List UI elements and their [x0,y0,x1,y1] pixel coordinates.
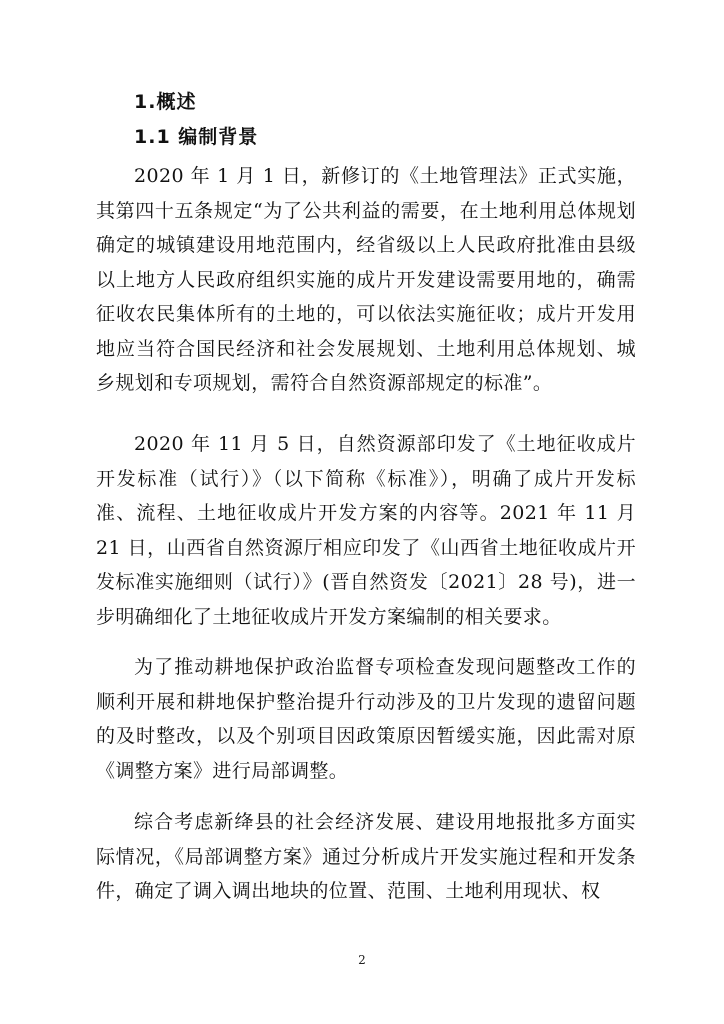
paragraph-comprehensive-consideration: 综合考虑新绛县的社会经济发展、建设用地报批多方面实际情况，《局部调整方案》通过分析成片开发实施过程和开发条件，确定了调入调出地块的位置、范围、土地利用现状、权 [96,811,636,902]
subsection-heading: 1.1 编制背景 [134,126,259,148]
paragraph-adjustment-reason: 为了推动耕地保护政治监督专项检查发现问题整改工作的顺利开展和耕地保护整治提升行动涉及的卫片发现的遗留问题的及时整改，以及个别项目因政策原因暂缓实施，因此需对原《调整方案》进行局部调整。 [96,656,636,782]
paragraph-expropriation-standard: 2020 年 11 月 5 日，自然资源部印发了《土地征收成片开发标准（试行）》（以下简称《标准》），明确了成片开发标准、流程、土地征收成片开发方案的内容等。2021 年 11 月 21 日，山西省自然资源厅相应印发了《山西省土地征收成片开发标准实施细则（试行）》(晋自然资发〔2021〕28 号)，进一步明确细化了土地征收成片开发方案编制的相关要求。 [96,433,636,628]
page-number: 2 [358,953,366,967]
section-heading: 1.概述 [134,91,197,113]
paragraph-land-management-law: 2020 年 1 月 1 日，新修订的《土地管理法》正式实施，其第四十五条规定“为了公共利益的需要，在土地利用总体规划确定的城镇建设用地范围内，经省级以上人民政府批准由县级以上地方人民政府组织实施的成片开发建设需要用地的，确需征收农民集体所有的土地的，可以依法实施征收；成片开发用地应当符合国民经济和社会发展规划、土地利用总体规划、城乡规划和专项规划，需符合自然资源部规定的标准”。 [96,165,636,394]
